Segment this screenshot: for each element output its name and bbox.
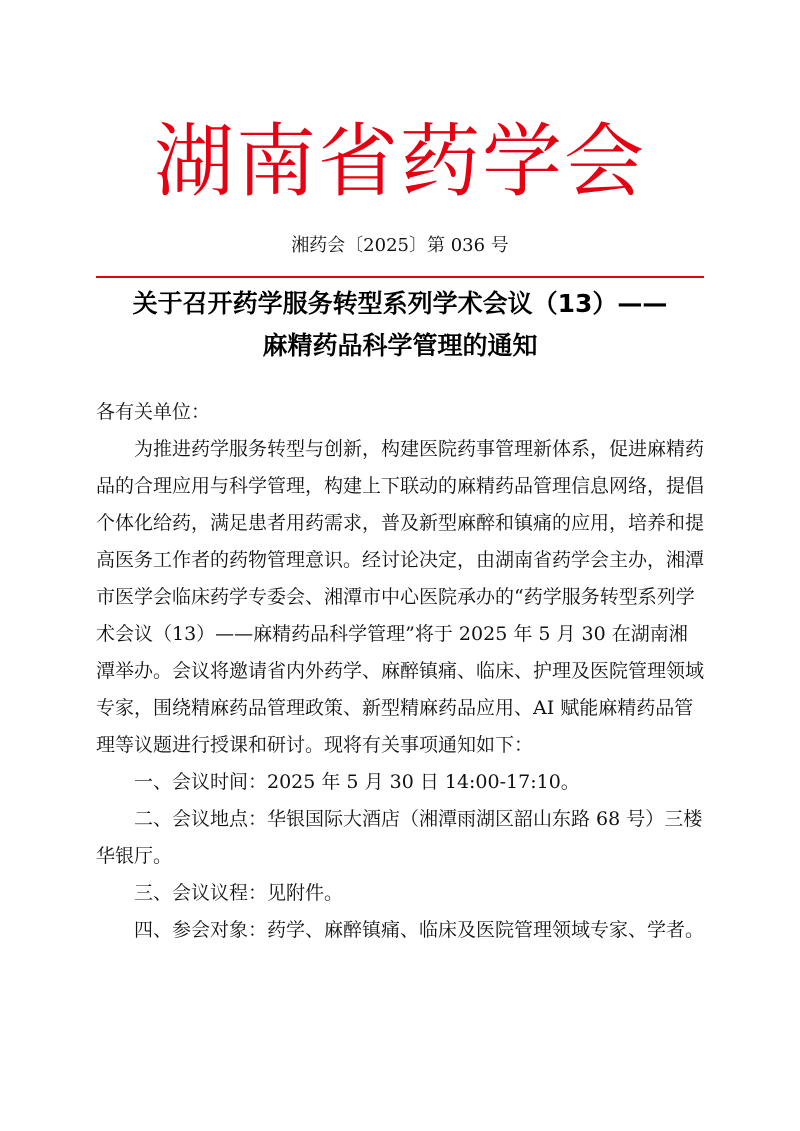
notice-title-line-2: 麻精药品科学管理的通知 <box>262 331 538 360</box>
item-participants: 四、参会对象：药学、麻醉镇痛、临床及医院管理领域专家、学者。 <box>134 919 705 941</box>
item-meeting-time: 一、会议时间：2025 年 5 月 30 日 14:00-17:10。 <box>134 771 580 793</box>
item-meeting-location: 二、会议地点：华银国际大酒店（湘潭雨湖区韶山东路 68 号）三楼华银厅。 <box>96 808 703 867</box>
notice-body <box>96 394 704 949</box>
notice-title-line-1: 关于召开药学服务转型系列学术会议（13）—— <box>132 289 668 318</box>
red-divider-line <box>96 276 704 278</box>
organization-title: 湖南省药学会 <box>154 115 646 208</box>
document-number: 湘药会〔2025〕第 036 号 <box>291 235 509 256</box>
item-meeting-agenda: 三、会议议程：见附件。 <box>134 882 344 904</box>
intro-paragraph: 为推进药学服务转型与创新，构建医院药事管理新体系，促进麻精药品的合理应用与科学管理，构建上下联动的麻精药品管理信息网络，提倡个体化给药，满足患者用药需求，普及新型麻醉和镇痛的应用，培养和提高医务工作者的药物管理意识。经讨论决定，由湖南省药学会主办，湘潭市医学会临床药学专委会、湘潭市中心医院承办的“药学服务转型系列学术会议（13）——麻精药品科学管理”将于 2025 年 5 月 30 在湖南湘潭举办。会议将邀请省内外药学、麻醉镇痛、临床、护理及医院管理领域专家，围绕精麻药品管理政策、新型精麻药品应用、AI 赋能麻精药品管理等议题进行授课和研讨。现将有关事项通知如下： <box>96 438 705 756</box>
salutation: 各有关单位： <box>96 401 211 423</box>
notice-title <box>80 283 720 367</box>
